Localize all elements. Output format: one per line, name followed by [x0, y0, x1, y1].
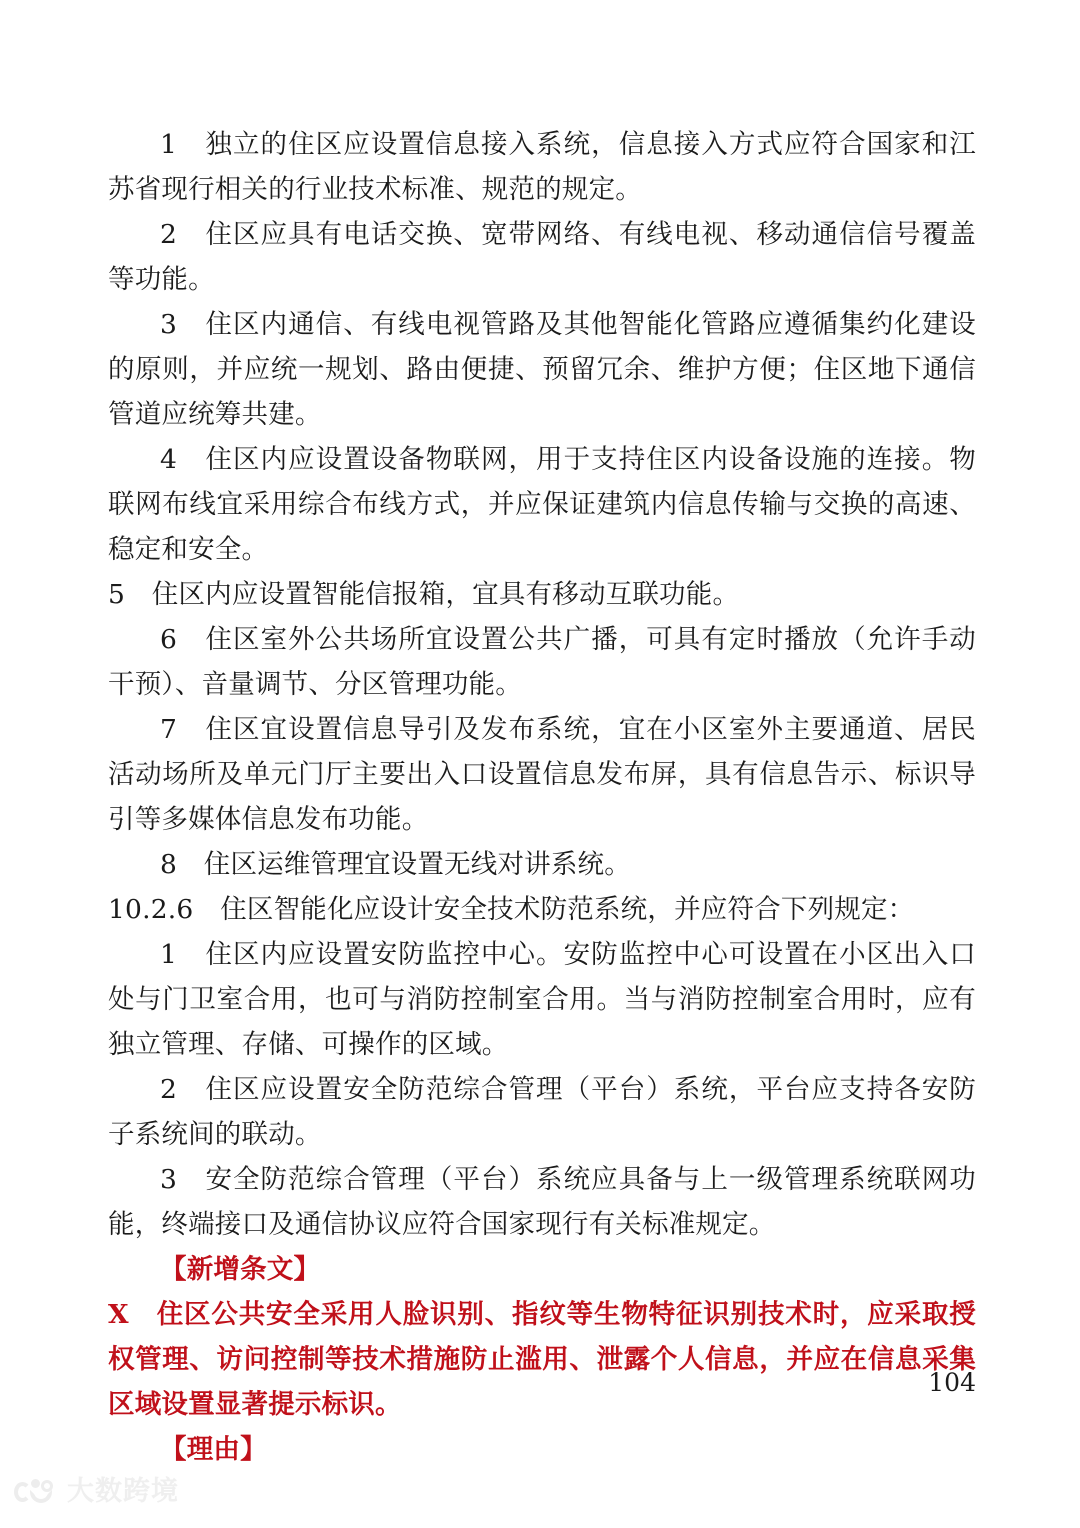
list-item: 3 住区内通信、有线电视管路及其他智能化管路应遵循集约化建设的原则，并应统一规划、路由便捷、预留冗余、维护方便；住区地下通信管道应统筹共建。 — [108, 309, 976, 430]
clause-heading: 10.2.6 住区智能化应设计安全技术防范系统，并应符合下列规定： — [108, 894, 915, 925]
watermark — [14, 1478, 179, 1505]
document-text-column — [108, 122, 976, 1472]
list-item: 1 住区内应设置安防监控中心。安防监控中心可设置在小区出入口处与门卫室合用，也可与消防控制室合用。当与消防控制室合用时，应有独立管理、存储、可操作的区域。 — [108, 939, 976, 1060]
watermark-logo-icon — [14, 1479, 58, 1505]
reason-label: 【理由】 — [160, 1434, 267, 1465]
list-item: 2 住区应具有电话交换、宽带网络、有线电视、移动通信信号覆盖等功能。 — [108, 219, 976, 295]
list-item: 3 安全防范综合管理（平台）系统应具备与上一级管理系统联网功能，终端接口及通信协议应符合国家现行有关标准规定。 — [108, 1164, 976, 1240]
list-item: 4 住区内应设置设备物联网，用于支持住区内设备设施的连接。物联网布线宜采用综合布线方式，并应保证建筑内信息传输与交换的高速、稳定和安全。 — [108, 444, 976, 565]
watermark-text: 大数跨境 — [67, 1476, 179, 1507]
new-clause-body: X 住区公共安全采用人脸识别、指纹等生物特征识别技术时，应采取授权管理、访问控制等技术措施防止滥用、泄露个人信息，并应在信息采集区域设置显著提示标识。 — [108, 1299, 976, 1420]
list-item: 6 住区室外公共场所宜设置公共广播，可具有定时播放（允许手动干预）、音量调节、分区管理功能。 — [108, 624, 976, 700]
list-item: 7 住区宜设置信息导引及发布系统，宜在小区室外主要通道、居民活动场所及单元门厅主要出入口设置信息发布屏，具有信息告示、标识导引等多媒体信息发布功能。 — [108, 714, 976, 835]
list-item: 2 住区应设置安全防范综合管理（平台）系统，平台应支持各安防子系统间的联动。 — [108, 1074, 976, 1150]
list-item: 8 住区运维管理宜设置无线对讲系统。 — [160, 849, 631, 880]
list-item: 1 独立的住区应设置信息接入系统，信息接入方式应符合国家和江苏省现行相关的行业技术标准、规范的规定。 — [108, 129, 976, 205]
new-clause-label: 【新增条文】 — [160, 1254, 321, 1285]
list-item: 5 住区内应设置智能信报箱，宜具有移动互联功能。 — [108, 579, 740, 610]
page-number: 104 — [928, 1368, 976, 1397]
